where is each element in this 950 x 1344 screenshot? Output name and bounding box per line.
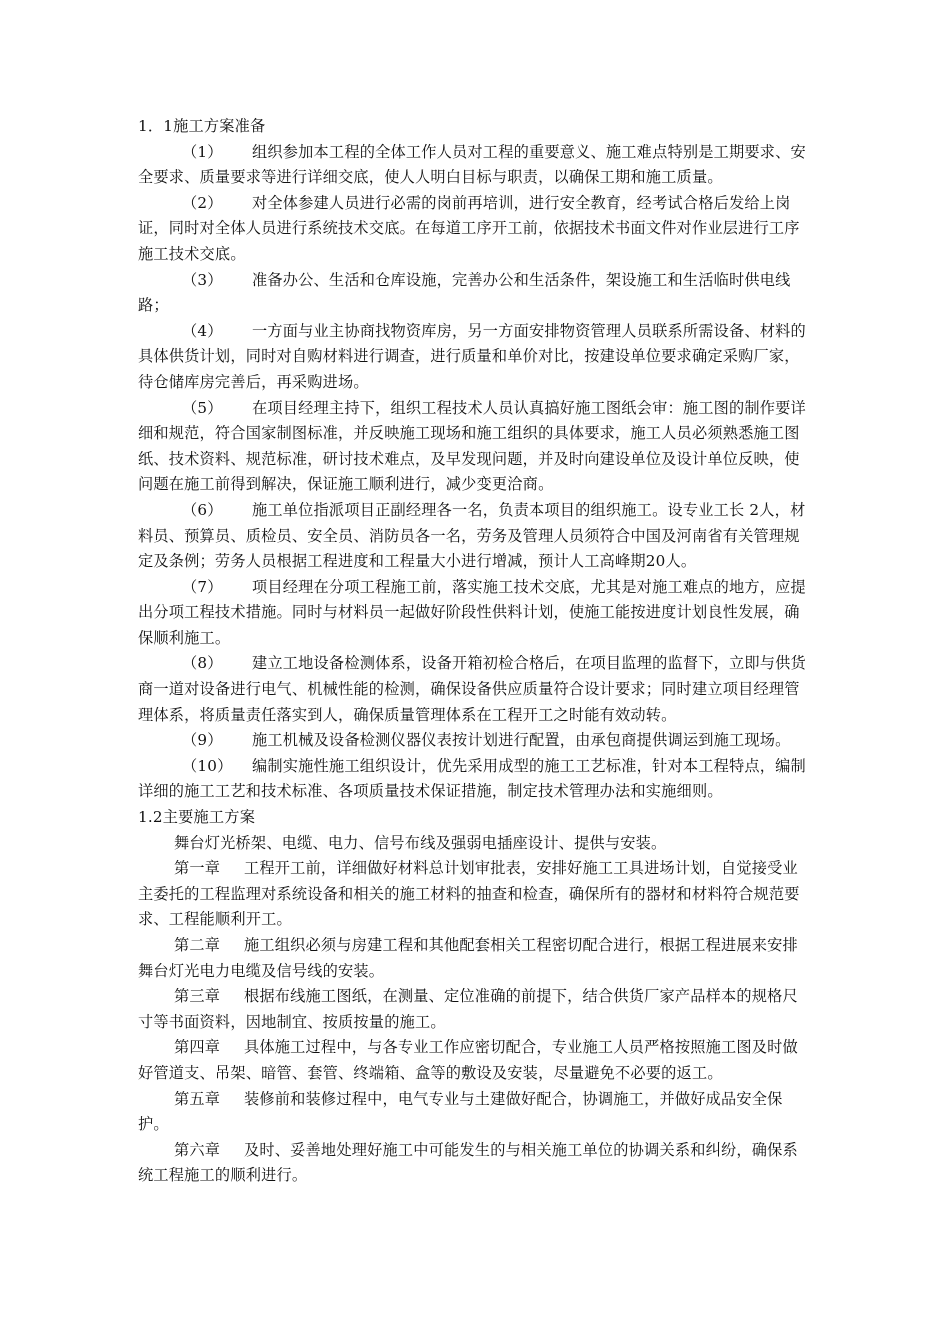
item-number: （9） <box>182 731 223 750</box>
list-item <box>138 575 810 652</box>
item-number: （8） <box>182 654 223 673</box>
item-number: （10） <box>182 756 233 775</box>
item-text: 准备办公、生活和仓库设施，完善办公和生活条件，架设施工和生活临时供电线路； <box>138 270 791 315</box>
item-number: （6） <box>182 500 223 519</box>
chapter-number: 第三章 <box>174 987 221 1006</box>
section-heading-1-1: 1．1施工方案准备 <box>138 117 266 135</box>
chapter-text: 具体施工过程中，与各专业工作应密切配合，专业施工人员严格按照施工图及时做好管道支、吊架、暗管、套管、终端箱、盒等的敷设及安装，尽量避免不必要的返工。 <box>138 1038 798 1082</box>
chapter-number: 第二章 <box>174 936 221 954</box>
list-item <box>138 396 810 498</box>
chapter-item <box>138 1138 810 1189</box>
item-text: 施工机械及设备检测仪器仪表按计划进行配置，由承包商提供调运到施工现场。 <box>252 731 791 750</box>
item-text: 在项目经理主持下，组织工程技术人员认真搞好施工图纸会审：施工图的制作要详细和规范，符合国家制图标准，并反映施工现场和施工组织的具体要求，施工人员必须熟悉施工图纸、技术资料、规范标准，研讨技术难点，及早发现问题，并及时向建设单位及设计单位反映，使问题在施工前得到解决，保证施工顺利进行，减少变更洽商。 <box>138 398 806 494</box>
document-body <box>138 114 810 1189</box>
item-text: 项目经理在分项工程施工前，落实施工技术交底，尤其是对施工难点的地方，应提出分项工程技术措施。同时与材料员一起做好阶段性供料计划，使施工能按进度计划良性发展，确保顺利施工。 <box>138 577 806 647</box>
chapter-text: 装修前和装修过程中，电气专业与土建做好配合，协调施工，并做好成品安全保护。 <box>138 1089 783 1134</box>
chapter-text: 根据布线施工图纸，在测量、定位准确的前提下，结合供货厂家产品样本的规格尺寸等书面资料，因地制宜、按质按量的施工。 <box>138 987 798 1031</box>
chapter-number: 第四章 <box>174 1038 221 1057</box>
item-number: （2） <box>182 193 223 212</box>
chapter-item <box>138 856 810 933</box>
item-number: （3） <box>182 270 223 289</box>
chapter-text: 及时、妥善地处理好施工中可能发生的与相关施工单位的协调关系和纠纷，确保系统工程施工的顺利进行。 <box>138 1140 798 1185</box>
chapter-number: 第六章 <box>174 1140 221 1159</box>
chapter-text: 工程开工前，详细做好材料总计划审批表，安排好施工工具进场计划，自觉接受业主委托的工程监理对系统设备和相关的施工材料的抽查和检查，确保所有的器材和材料符合规范要求、工程能顺利开工。 <box>138 859 800 929</box>
list-item <box>138 651 810 728</box>
chapter-item <box>138 1035 810 1086</box>
item-text: 对全体参建人员进行必需的岗前再培训，进行安全教育，经考试合格后发给上岗证，同时对全体人员进行系统技术交底。在每道工序开工前，依据技术书面文件对作业层进行工序施工技术交底。 <box>138 193 800 263</box>
item-text: 建立工地设备检测体系，设备开箱初检合格后，在项目监理的监督下，立即与供货商一道对设备进行电气、机械性能的检测，确保设备供应质量符合设计要求；同时建立项目经理管理体系，将质量责任落实到人，确保质量管理体系在工程开工之时能有效动转。 <box>138 654 806 724</box>
chapter-text: 施工组织必须与房建工程和其他配套相关工程密切配合进行，根据工程进展来安排舞台灯光电力电缆及信号线的安装。 <box>138 936 798 980</box>
list-item <box>138 140 810 191</box>
chapter-number: 第一章 <box>174 859 221 878</box>
chapter-item <box>138 1087 810 1138</box>
list-item <box>138 191 810 268</box>
item-text: 编制实施性施工组织设计，优先采用成型的施工工艺标准，针对本工程特点，编制详细的施工工艺和技术标准、各项质量技术保证措施，制定技术管理办法和实施细则。 <box>138 756 806 801</box>
section-heading-1-2: 1.2主要施工方案 <box>138 808 256 827</box>
item-number: （5） <box>182 398 223 417</box>
list-item <box>138 754 810 805</box>
item-text: 施工单位指派项目正副经理各一名，负责本项目的组织施工。设专业工长 2人，材料员、预算员、质检员、安全员、消防员各一名，劳务及管理人员须符合中国及河南省有关管理规定及条例；劳务人员根据工程进度和工程量大小进行增减，预计人工高峰期20人。 <box>138 500 806 571</box>
list-item <box>138 268 810 319</box>
item-text: 一方面与业主协商找物资库房，另一方面安排物资管理人员联系所需设备、材料的具体供货计划，同时对自购材料进行调查，进行质量和单价对比，按建设单位要求确定采购厂家，待仓储库房完善后，再采购进场。 <box>138 321 806 391</box>
chapter-item <box>138 984 810 1035</box>
list-item <box>138 498 810 575</box>
list-item <box>138 319 810 396</box>
item-number: （7） <box>182 577 223 596</box>
chapter-item <box>138 933 810 984</box>
item-number: （1） <box>182 142 223 161</box>
chapter-number: 第五章 <box>174 1089 221 1108</box>
item-number: （4） <box>182 321 223 340</box>
item-text: 组织参加本工程的全体工作人员对工程的重要意义、施工难点特别是工期要求、安全要求、质量要求等进行详细交底，使人人明白目标与职责，以确保工期和施工质量。 <box>138 142 806 187</box>
section-intro: 舞台灯光桥架、电缆、电力、信号布线及强弱电插座设计、提供与安装。 <box>174 833 667 852</box>
list-item <box>138 728 810 754</box>
